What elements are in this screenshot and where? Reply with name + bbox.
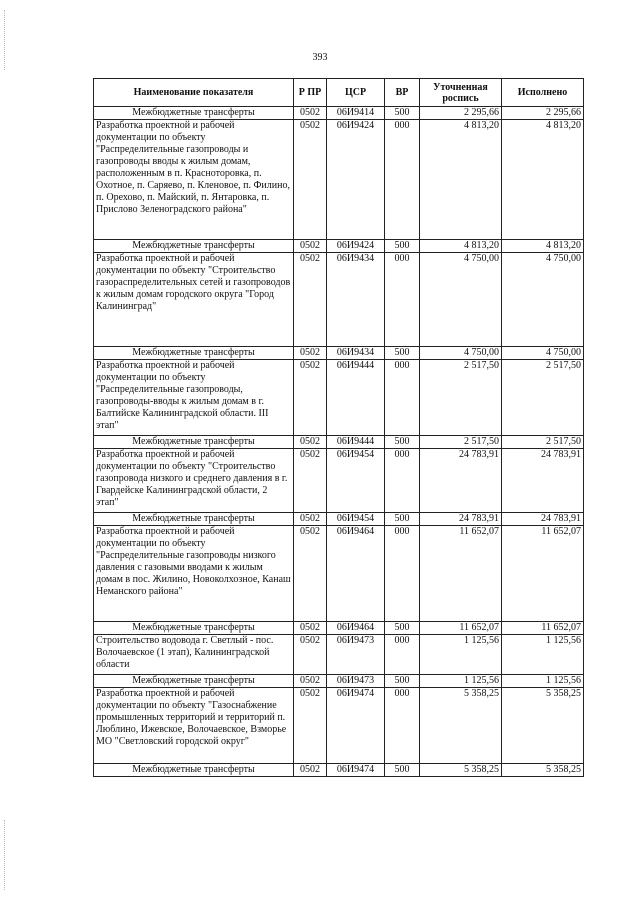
row-rpr: 0502	[294, 436, 327, 449]
row-vr: 000	[385, 526, 420, 622]
row-done: 4 750,00	[502, 347, 584, 360]
row-plan: 11 652,07	[420, 622, 502, 635]
row-vr: 000	[385, 449, 420, 513]
row-name: Разработка проектной и рабочей документации по объекту "Распределительные газопроводы низкого давления с газовыми вводами к жилым домам в пос. Жилино, Новоколхозное, Канаш Неманского района"	[94, 526, 294, 622]
row-rpr: 0502	[294, 635, 327, 675]
row-name: Межбюджетные трансферты	[94, 675, 294, 688]
row-done: 1 125,56	[502, 635, 584, 675]
row-name: Разработка проектной и рабочей документации по объекту "Газоснабжение промышленных территорий и территорий п. Люблино, Ижевское, Волочаевское, Взморье МО "Светловский городской округ"	[94, 688, 294, 764]
row-name: Разработка проектной и рабочей документации по объекту "Распределительные газопроводы, газопроводы-вводы к жилым домам в г. Балтийске Калининградской области. III этап"	[94, 360, 294, 436]
row-rpr: 0502	[294, 240, 327, 253]
row-name: Межбюджетные трансферты	[94, 107, 294, 120]
row-plan: 5 358,25	[420, 764, 502, 777]
row-rpr: 0502	[294, 449, 327, 513]
row-name: Межбюджетные трансферты	[94, 347, 294, 360]
table-row	[94, 688, 584, 764]
row-rpr: 0502	[294, 107, 327, 120]
row-done: 2 517,50	[502, 360, 584, 436]
row-name: Межбюджетные трансферты	[94, 513, 294, 526]
row-plan: 4 750,00	[420, 347, 502, 360]
row-rpr: 0502	[294, 526, 327, 622]
row-plan: 2 517,50	[420, 436, 502, 449]
row-rpr: 0502	[294, 360, 327, 436]
row-name: Межбюджетные трансферты	[94, 622, 294, 635]
table-row	[94, 240, 584, 253]
row-vr: 500	[385, 436, 420, 449]
row-name: Разработка проектной и рабочей документации по объекту "Строительство газопровода низкого и среднего давления в г. Гвардейске Калининградской области, 2 этап"	[94, 449, 294, 513]
row-csr: 06И9474	[327, 764, 385, 777]
left-edge-dots-top	[4, 10, 7, 70]
row-done: 2 295,66	[502, 107, 584, 120]
table-row	[94, 526, 584, 622]
row-name: Строительство водовода г. Светлый - пос. Волочаевское (1 этап), Калининградской области	[94, 635, 294, 675]
row-done: 5 358,25	[502, 764, 584, 777]
row-csr: 06И9454	[327, 513, 385, 526]
header-vr: ВР	[385, 79, 420, 107]
row-done: 4 813,20	[502, 240, 584, 253]
header-done: Исполнено	[502, 79, 584, 107]
row-plan: 1 125,56	[420, 635, 502, 675]
row-csr: 06И9474	[327, 688, 385, 764]
row-plan: 11 652,07	[420, 526, 502, 622]
row-plan: 4 750,00	[420, 253, 502, 347]
row-name: Межбюджетные трансферты	[94, 436, 294, 449]
row-rpr: 0502	[294, 120, 327, 240]
row-plan: 4 813,20	[420, 120, 502, 240]
table-row	[94, 449, 584, 513]
row-rpr: 0502	[294, 764, 327, 777]
row-plan: 1 125,56	[420, 675, 502, 688]
row-vr: 000	[385, 120, 420, 240]
row-csr: 06И9444	[327, 436, 385, 449]
row-plan: 2 517,50	[420, 360, 502, 436]
row-name: Межбюджетные трансферты	[94, 240, 294, 253]
row-vr: 500	[385, 675, 420, 688]
row-vr: 000	[385, 360, 420, 436]
row-rpr: 0502	[294, 688, 327, 764]
header-rpr: Р ПР	[294, 79, 327, 107]
row-plan: 5 358,25	[420, 688, 502, 764]
table-row	[94, 635, 584, 675]
row-csr: 06И9414	[327, 107, 385, 120]
row-vr: 500	[385, 513, 420, 526]
table-row	[94, 622, 584, 635]
row-done: 5 358,25	[502, 688, 584, 764]
row-csr: 06И9434	[327, 253, 385, 347]
row-csr: 06И9444	[327, 360, 385, 436]
row-name: Разработка проектной и рабочей документации по объекту "Строительство газораспределительных сетей и газопроводов к жилым домам городского округа "Город Калининград"	[94, 253, 294, 347]
row-csr: 06И9424	[327, 120, 385, 240]
row-csr: 06И9454	[327, 449, 385, 513]
row-plan: 4 813,20	[420, 240, 502, 253]
row-vr: 500	[385, 240, 420, 253]
table-row	[94, 107, 584, 120]
page-number: 393	[312, 52, 328, 63]
row-csr: 06И9464	[327, 526, 385, 622]
left-edge-dots-bottom	[4, 820, 7, 890]
row-name: Разработка проектной и рабочей документации по объекту "Распределительные газопроводы и газопроводы вводы к жилым домам, расположенным в п. Красноторовка, п. Охотное, п. Саряево, п. Кленовое, п. Филино, п. Орехово, п. Майский, п. Янтаровка, п. Прислово Зеленоградского района"	[94, 120, 294, 240]
table-row	[94, 675, 584, 688]
table-row	[94, 513, 584, 526]
row-done: 4 813,20	[502, 120, 584, 240]
row-vr: 000	[385, 688, 420, 764]
row-csr: 06И9473	[327, 675, 385, 688]
row-rpr: 0502	[294, 622, 327, 635]
row-rpr: 0502	[294, 675, 327, 688]
row-vr: 500	[385, 107, 420, 120]
row-name: Межбюджетные трансферты	[94, 764, 294, 777]
row-plan: 24 783,91	[420, 449, 502, 513]
table-header-row	[94, 79, 584, 107]
header-csr: ЦСР	[327, 79, 385, 107]
row-rpr: 0502	[294, 513, 327, 526]
row-vr: 500	[385, 347, 420, 360]
header-plan: Уточненная роспись	[420, 79, 502, 107]
table-row	[94, 436, 584, 449]
table-row	[94, 360, 584, 436]
row-plan: 2 295,66	[420, 107, 502, 120]
row-vr: 500	[385, 622, 420, 635]
row-done: 24 783,91	[502, 449, 584, 513]
row-vr: 000	[385, 253, 420, 347]
row-csr: 06И9434	[327, 347, 385, 360]
row-done: 11 652,07	[502, 622, 584, 635]
row-csr: 06И9473	[327, 635, 385, 675]
row-done: 11 652,07	[502, 526, 584, 622]
row-csr: 06И9424	[327, 240, 385, 253]
row-done: 1 125,56	[502, 675, 584, 688]
header-name: Наименование показателя	[94, 79, 294, 107]
table-row	[94, 253, 584, 347]
row-done: 24 783,91	[502, 513, 584, 526]
row-rpr: 0502	[294, 347, 327, 360]
table-row	[94, 120, 584, 240]
budget-table	[93, 78, 584, 777]
table-row	[94, 764, 584, 777]
row-vr: 500	[385, 764, 420, 777]
row-vr: 000	[385, 635, 420, 675]
table-row	[94, 347, 584, 360]
row-done: 2 517,50	[502, 436, 584, 449]
row-rpr: 0502	[294, 253, 327, 347]
row-csr: 06И9464	[327, 622, 385, 635]
row-done: 4 750,00	[502, 253, 584, 347]
row-plan: 24 783,91	[420, 513, 502, 526]
